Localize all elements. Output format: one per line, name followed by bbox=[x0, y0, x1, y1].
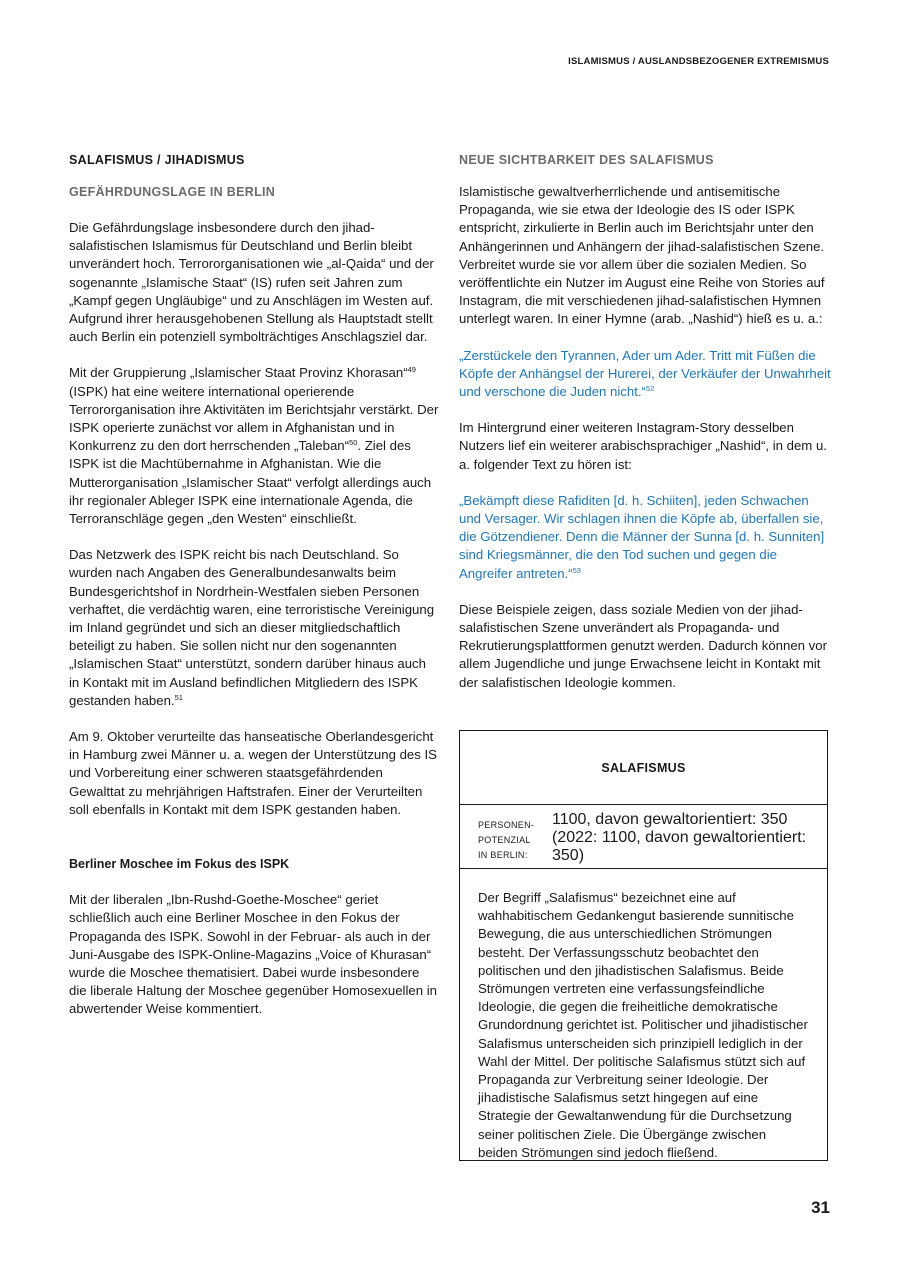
paragraph-ispk-part1: Mit der Gruppierung „Islamischer Staat Provinz Khorasan“ bbox=[69, 365, 408, 381]
paragraph-ispk bbox=[69, 364, 439, 528]
paragraph-netzwerk bbox=[69, 546, 439, 710]
paragraph-beispiele: Diese Beispiele zeigen, dass soziale Medien von der jihad-salafistischen Szene unverändert als Propaganda- und Rekrutierungsplattformen genutzt werden. Dadurch können vor allem Jugendliche und junge Erwachsene leicht in Kontakt mit der salafistischen Ideologie kommen. bbox=[459, 601, 827, 690]
footnote-ref-50: 50 bbox=[349, 438, 358, 448]
paragraph-ispk-part2: (ISPK) hat eine weitere international operierende Terrororganisation ihre Aktivitäten im Berichtsjahr verstärkt. Der ISPK operierte zunächst vor allem in Afghanistan und in Konkurrenz zu den dort herrschenden „Taleban“ bbox=[69, 383, 439, 454]
left-column bbox=[69, 147, 439, 1019]
quote-nashid-2 bbox=[459, 492, 831, 583]
paragraph-moschee: Mit der liberalen „Ibn-Rushd-Goethe-Moschee“ geriet schließlich auch eine Berliner Moschee in den Fokus der Propaganda des ISPK. Sowohl in der Februar- als auch in der Juni-Ausgabe des ISPK-Online-Magazins „Voice of Khurasan“ wurde die Moschee thematisiert. Dabei wurde insbesondere die liberale Haltung der Moschee gegenüber Homosexuellen in abwertender Weise kommentiert. bbox=[69, 892, 438, 1017]
paragraph-netzwerk-text: Das Netzwerk des ISPK reicht bis nach Deutschland. So wurden nach Angaben des Generalbundesanwalts beim Bundesgerichtshof in Nordrhein-Westfalen sieben Personen verhaftet, die verdächtig waren, eine terroristische Vereinigung im Inland gegründet und sich an dieser mitgliedschaftlich beteiligt zu haben. Sie sollen nicht nur den sogenannten „Islamischen Staat“ unterstützt, sondern darüber hinaus auch in Kontakt mit im Ausland befindlichen Mitgliedern des ISPK gestanden haben. bbox=[69, 547, 435, 708]
infobox-definition bbox=[460, 869, 827, 1162]
running-header: ISLAMISMUS / AUSLANDSBEZOGENER EXTREMISMUS bbox=[568, 56, 829, 67]
infobox-definition-text: Der Begriff „Salafismus“ bezeichnet eine auf wahhabitischem Gedankengut basierende sunnitische Bewegung, die aus unterschiedlichen Strömungen besteht. Der Verfassungsschutz beobachtet den politischen und den jihadistischen Salafismus. Beide Strömungen vertreten eine verfassungsfeindliche Ideologie, die gegen die freiheitliche demokratische Grundordnung gerichtet ist. Politischer und jihadistischer Salafismus unterscheiden sich prinzipiell lediglich in der Wahl der Mittel. Der politische Salafismus stützt sich auf Propaganda zur Verbreitung seiner Ideologie. Der jihadistische Salafismus setzt hingegen auf eine Strategie der Gewaltanwendung für die Durchsetzung seiner politischen Ziele. Die Übergänge zwischen beiden Strömungen sind jedoch fließend. bbox=[478, 890, 808, 1160]
footnote-ref-52: 52 bbox=[645, 384, 655, 394]
quote-nashid-1-text: „Zerstückele den Tyrannen, Ader um Ader. Tritt mit Füßen die Köpfe der Anhängsel der Hurerei, der Verkäufer der Unwahrheit und verschone die Juden nicht.“ bbox=[459, 347, 831, 400]
infobox-label-line2: POTENZIAL bbox=[478, 835, 531, 845]
salafismus-infobox bbox=[459, 730, 828, 1161]
paragraph-ispk-part3: . Ziel des ISPK ist die Machtübernahme in Afghanistan. Wie die Mutterorganisation „Islamischer Staat“ verfolgt allerdings auch ihr regionaler Ableger ISPK eine internationale Agenda, die Terroranschläge gegen „den Westen“ einschließt. bbox=[69, 438, 432, 527]
paragraph-instagram-story: Im Hintergrund einer weiteren Instagram-Story desselben Nutzers lief ein weiterer arabischsprachiger „Nashid“, in dem u. a. folgender Text zu hören ist: bbox=[459, 420, 827, 472]
footnote-ref-51: 51 bbox=[174, 692, 183, 702]
infobox-title: SALAFISMUS bbox=[460, 731, 827, 805]
footnote-ref-53: 53 bbox=[572, 565, 581, 575]
paragraph-urteil-hamburg: Am 9. Oktober verurteilte das hanseatische Oberlandesgericht in Hamburg zwei Männer u. a. wegen der Unterstützung des IS und Vorbereitung einer schweren staatsgefährdenden Gewalttat zu mehrjährigen Haftstrafen. Einer der Verurteilten soll ebenfalls in Kontakt mit dem ISPK gestanden haben. bbox=[69, 729, 437, 817]
right-column bbox=[459, 147, 831, 692]
infobox-value: 1100, davon gewaltorientiert: 350 (2022: 1100, davon gewaltorientiert: 350) bbox=[552, 811, 807, 864]
quote-nashid-1 bbox=[459, 347, 831, 402]
footnote-ref-49: 49 bbox=[407, 365, 416, 375]
quote-nashid-2-text: „Bekämpft diese Rafiditen [d. h. Schiiten], jeden Schwachen und Versager. Wir schlagen ihnen die Köpfe ab, überfallen sie, die Götzendiener. Denn die Männer der Sunna [d. h. Sunniten] sind Kriegsmänner, die den Tod suchen und gegen die Angreifer antreten.“ bbox=[459, 492, 825, 581]
minor-title-berliner-moschee: Berliner Moschee im Fokus des ISPK bbox=[69, 857, 290, 872]
infobox-label-line1: PERSONEN- bbox=[478, 820, 535, 830]
infobox-personenpotenzial-row bbox=[460, 805, 827, 869]
paragraph-propaganda: Islamistische gewaltverherrlichende und antisemitische Propaganda, wie sie etwa der Ideologie des IS oder ISPK entspricht, zirkulierte in Berlin auch im Berichtsjahr unter den Anhängerinnen und Anhängern der jihad-salafistischen Szene. Verbreitet wurde sie vor allem über die sozialen Medien. So veröffentlichte ein Nutzer im August eine Reihe von Stories auf Instagram, die mit verschiedenen jihad-salafistischen Hymnen unterlegt waren. In einer Hymne (arab. „Nashid“) hieß es u. a.: bbox=[459, 184, 825, 327]
section-title-neue-sichtbarkeit: NEUE SICHTBARKEIT DES SALAFISMUS bbox=[459, 153, 714, 167]
paragraph-gefaehrdungslage: Die Gefährdungslage insbesondere durch den jihad-salafistischen Islamismus für Deutschland und Berlin bleibt unverändert hoch. Terrororganisationen wie „al-Qaida“ und der sogenannte „Islamische Staat“ (IS) rufen seit Jahren zum „Kampf gegen Ungläubige“ und zu Anschlägen im Westen auf. Aufgrund ihrer herausgehobenen Stellung als Hauptstadt stellt auch Berlin ein potenziell symbolträchtiges Anschlagsziel dar. bbox=[69, 220, 434, 345]
section-title-salafismus-jihadismus: SALAFISMUS / JIHADISMUS bbox=[69, 153, 245, 167]
subsection-title-gefaehrdungslage: GEFÄHRDUNGSLAGE IN BERLIN bbox=[69, 185, 276, 199]
infobox-label bbox=[478, 811, 552, 863]
page-number: 31 bbox=[811, 1198, 830, 1217]
infobox-label-line3: IN BERLIN: bbox=[478, 850, 528, 860]
